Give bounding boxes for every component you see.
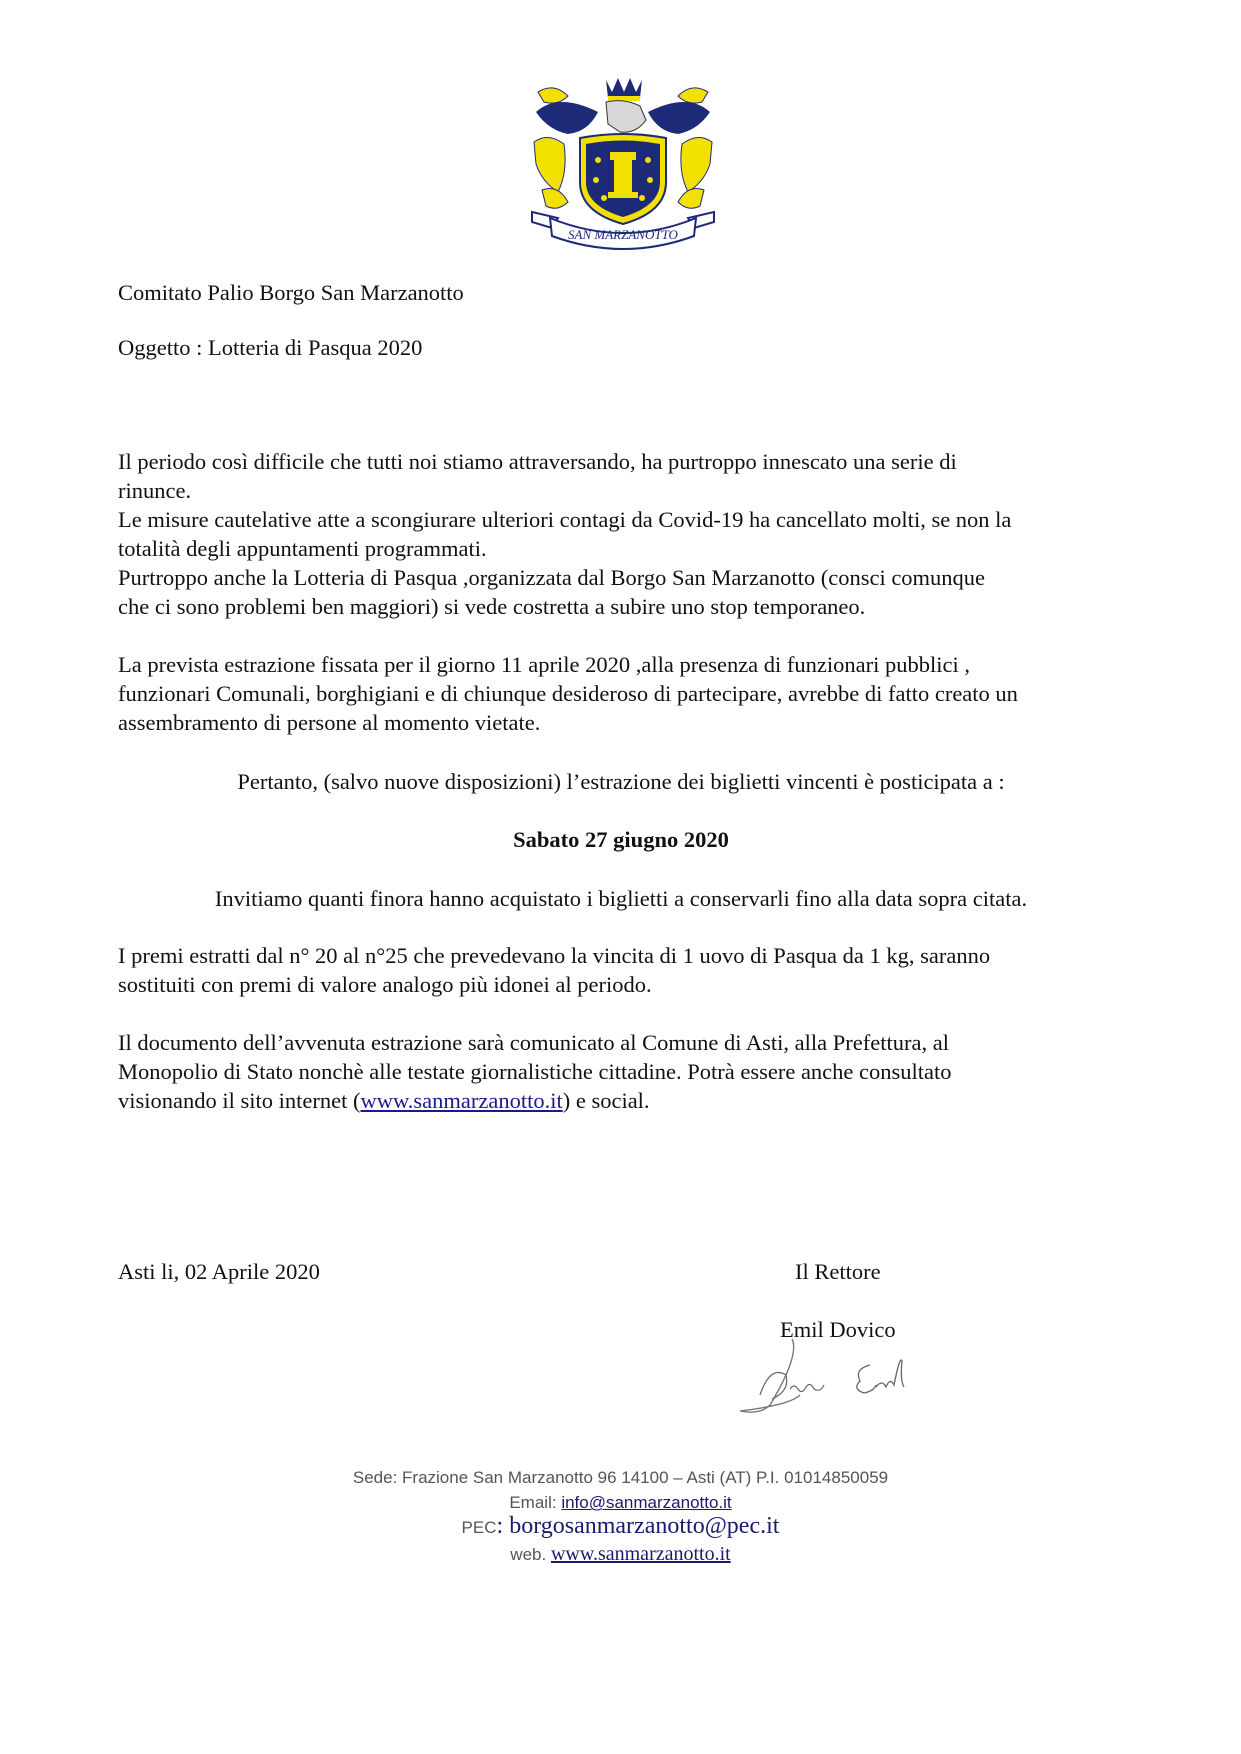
- postponement-notice: Pertanto, (salvo nuove disposizioni) l’estrazione dei biglietti vincenti è posticipata a :: [237, 769, 1005, 794]
- email-link[interactable]: info@sanmarzanotto.it: [561, 1493, 732, 1512]
- body-line: La prevista estrazione fissata per il giorno 11 aprile 2020 ,alla presenza di funzionari pubblici ,: [118, 652, 970, 677]
- body-line: totalità degli appuntamenti programmati.: [118, 536, 487, 561]
- helmet-icon: [606, 101, 646, 133]
- logo-motto: SAN MARZANOTTO: [568, 227, 678, 242]
- body-line: Monopolio di Stato nonchè alle testate giornalistiche cittadine. Potrà essere anche consultato: [118, 1059, 952, 1084]
- sender-line: Comitato Palio Borgo San Marzanotto: [118, 280, 464, 305]
- footer-website-link[interactable]: www.sanmarzanotto.it: [550, 1543, 731, 1565]
- footer-web: web. www.sanmarzanotto.it: [510, 1543, 731, 1565]
- body-line: Il periodo così difficile che tutti noi stiamo attraversando, ha purtroppo innescato una serie di: [118, 449, 957, 474]
- body-line: I premi estratti dal n° 20 al n°25 che prevedevano la vincita di 1 uovo di Pasqua da 1 kg, saranno: [118, 943, 991, 968]
- body-line: Le misure cautelative atte a scongiurare ulteriori contagi da Covid-19 ha cancellato molti, se non la: [118, 507, 1012, 532]
- crown-icon: [606, 78, 642, 101]
- keep-tickets-notice: Invitiamo quanti finora hanno acquistato i biglietti a conservarli fino alla data sopra citata.: [214, 886, 1028, 911]
- body-line: sostituiti con premi di valore analogo più idonei al periodo.: [118, 972, 652, 997]
- body-line: funzionari Comunali, borghigiani e di chiunque desideroso di partecipare, avrebbe di fatto creato un: [118, 681, 1018, 706]
- signatory-role: Il Rettore: [795, 1259, 881, 1284]
- shield-icon: [580, 134, 666, 224]
- signatory-name: Emil Dovico: [780, 1317, 896, 1342]
- footer-email: Email: info@sanmarzanotto.it: [509, 1493, 732, 1512]
- body-line: rinunce.: [118, 478, 192, 503]
- footer-address: Sede: Frazione San Marzanotto 96 14100 – Asti (AT) P.I. 01014850059: [352, 1468, 889, 1487]
- new-draw-date: Sabato 27 giugno 2020: [513, 827, 729, 852]
- place-date: Asti li, 02 Aprile 2020: [118, 1259, 320, 1284]
- body-line: Purtroppo anche la Lotteria di Pasqua ,organizzata dal Borgo San Marzanotto (consci comunque: [118, 565, 986, 590]
- body-line: visionando il sito internet (www.sanmarzanotto.it) e social.: [118, 1088, 650, 1113]
- footer-pec: PEC: borgosanmarzanotto@pec.it: [461, 1513, 780, 1539]
- body-line: assembramento di persone al momento vietate.: [118, 710, 541, 735]
- body-line: che ci sono problemi ben maggiori) si vede costretta a subire uno stop temporaneo.: [118, 594, 866, 619]
- subject-line: Oggetto : Lotteria di Pasqua 2020: [118, 335, 423, 360]
- coat-of-arms-logo: [528, 72, 718, 250]
- website-link[interactable]: www.sanmarzanotto.it: [360, 1088, 563, 1113]
- handwritten-signature: [730, 1335, 940, 1415]
- body-line: Il documento dell’avvenuta estrazione sarà comunicato al Comune di Asti, alla Prefettura, al: [118, 1030, 949, 1055]
- pec-address: borgosanmarzanotto@pec.it: [509, 1513, 780, 1539]
